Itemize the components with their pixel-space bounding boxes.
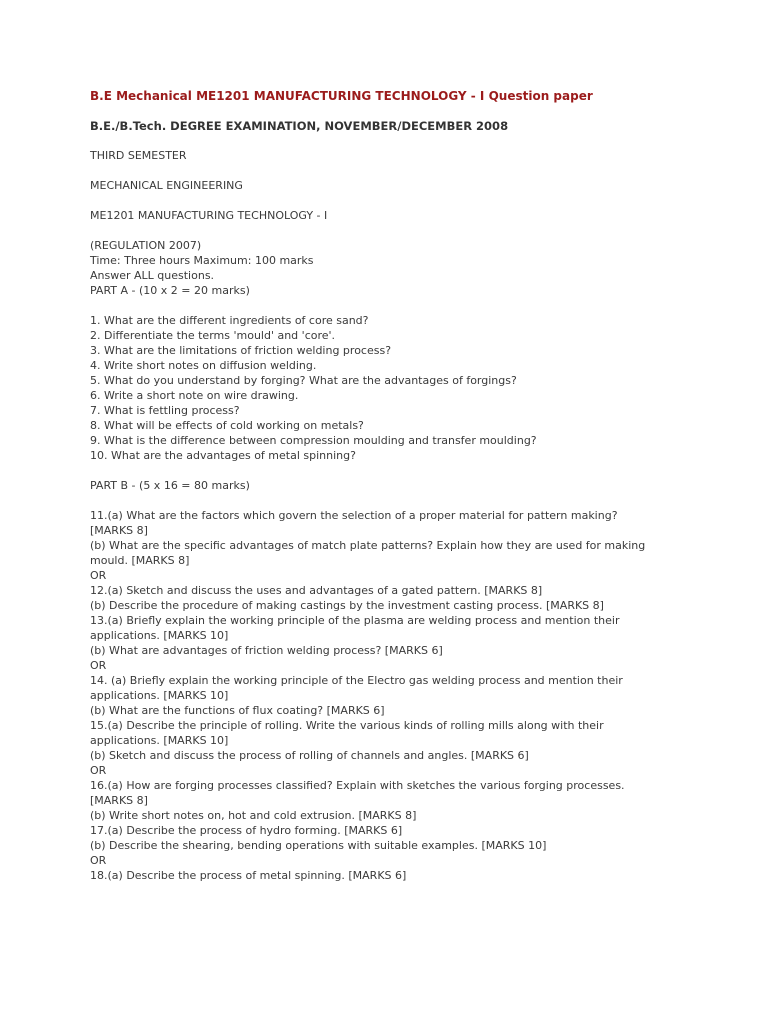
question-line: (b) What are the functions of flux coating? [MARKS 6] (90, 704, 385, 717)
part-a-questions (90, 313, 690, 463)
info-line: Time: Three hours Maximum: 100 marks (90, 254, 314, 267)
question-line: (b) Describe the procedure of making castings by the investment casting process. [MARKS 8] (90, 599, 604, 612)
question-line: applications. [MARKS 10] (90, 689, 229, 702)
question-line: (b) What are advantages of friction welding process? [MARKS 6] (90, 644, 443, 657)
semester-text: THIRD SEMESTER (90, 149, 187, 162)
question-item: 4. Write short notes on diffusion welding. (90, 359, 317, 372)
question-line: 12.(a) Sketch and discuss the uses and advantages of a gated pattern. [MARKS 8] (90, 584, 543, 597)
department-text: MECHANICAL ENGINEERING (90, 179, 243, 192)
part-b-questions (90, 508, 690, 883)
question-line: (b) What are the specific advantages of match plate patterns? Explain how they are used for making (90, 539, 646, 552)
question-line: applications. [MARKS 10] (90, 734, 229, 747)
question-line: OR (90, 854, 107, 867)
question-item: 6. Write a short note on wire drawing. (90, 389, 299, 402)
question-item: 1. What are the different ingredients of core sand? (90, 314, 369, 327)
question-line: (b) Write short notes on, hot and cold extrusion. [MARKS 8] (90, 809, 417, 822)
question-item: 9. What is the difference between compression moulding and transfer moulding? (90, 434, 537, 447)
question-line: OR (90, 764, 107, 777)
question-item: 5. What do you understand by forging? What are the advantages of forgings? (90, 374, 517, 387)
question-line: 13.(a) Briefly explain the working principle of the plasma are welding process and mention their (90, 614, 620, 627)
question-line: [MARKS 8] (90, 524, 148, 537)
question-line: 16.(a) How are forging processes classified? Explain with sketches the various forging processes. (90, 779, 625, 792)
document-page (90, 88, 690, 898)
question-line: [MARKS 8] (90, 794, 148, 807)
question-line: OR (90, 659, 107, 672)
question-line: 18.(a) Describe the process of metal spinning. [MARKS 6] (90, 869, 407, 882)
question-line: (b) Describe the shearing, bending operations with suitable examples. [MARKS 10] (90, 839, 547, 852)
question-line: 17.(a) Describe the process of hydro forming. [MARKS 6] (90, 824, 403, 837)
question-line: 14. (a) Briefly explain the working principle of the Electro gas welding process and mention their (90, 674, 623, 687)
course-text: ME1201 MANUFACTURING TECHNOLOGY - I (90, 209, 328, 222)
question-line: OR (90, 569, 107, 582)
info-line: PART A - (10 x 2 = 20 marks) (90, 284, 250, 297)
question-line: 11.(a) What are the factors which govern the selection of a proper material for pattern making? (90, 509, 618, 522)
question-line: (b) Sketch and discuss the process of rolling of channels and angles. [MARKS 6] (90, 749, 529, 762)
info-line: (REGULATION 2007) (90, 239, 202, 252)
question-item: 3. What are the limitations of friction welding process? (90, 344, 392, 357)
info-line: Answer ALL questions. (90, 269, 215, 282)
question-line: mould. [MARKS 8] (90, 554, 190, 567)
question-line: applications. [MARKS 10] (90, 629, 229, 642)
question-item: 2. Differentiate the terms 'mould' and 'core'. (90, 329, 336, 342)
question-item: 7. What is fettling process? (90, 404, 240, 417)
question-line: 15.(a) Describe the principle of rolling. Write the various kinds of rolling mills along with their (90, 719, 604, 732)
question-item: 8. What will be effects of cold working on metals? (90, 419, 364, 432)
document-title: B.E Mechanical ME1201 MANUFACTURING TECHNOLOGY - I Question paper (90, 89, 593, 103)
question-item: 10. What are the advantages of metal spinning? (90, 449, 356, 462)
part-b-heading: PART B - (5 x 16 = 80 marks) (90, 479, 250, 492)
exam-heading: B.E./B.Tech. DEGREE EXAMINATION, NOVEMBER/DECEMBER 2008 (90, 119, 509, 133)
exam-info (90, 238, 690, 298)
